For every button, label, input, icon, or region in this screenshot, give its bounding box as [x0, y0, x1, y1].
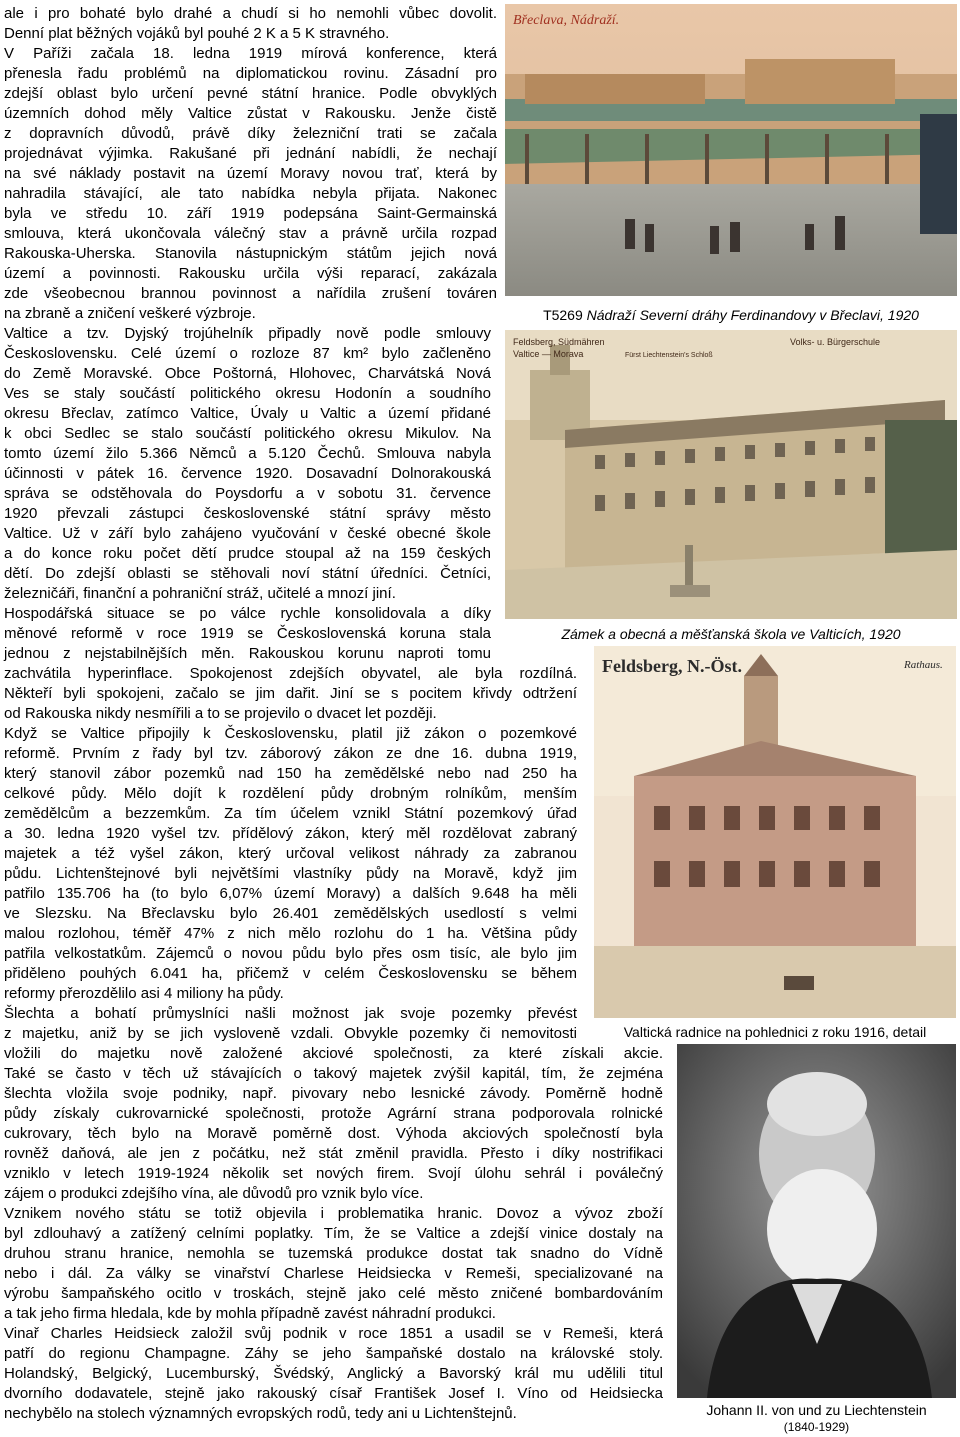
- article-line: zemědělcům a bezzemkům. Za tím účelem vznikl Státní pozemkový úřad: [4, 805, 577, 822]
- article-line: zachvátila hyperinflace. Spokojenost zdejších obyvatel, ale byla rozdílná.: [4, 665, 577, 682]
- caption-text: Valtická radnice na pohlednici z roku 1916, detail: [623, 1024, 927, 1040]
- article-line: přiděleno pouhých 6.041 ha, přičemž v celém Československu se během: [4, 965, 577, 982]
- caption-text: Zámek a obecná a měšťanská škola ve Valticích, 1920: [561, 626, 901, 642]
- article-line: územních dohod měly Valtice zůstat v Rakousku. Jenže čistě: [4, 105, 497, 122]
- caption-valtice-castle: [505, 626, 957, 643]
- article-line: reformě. Prvním z řady byl tzv. záborový zákon ze dne 16. dubna 1919,: [4, 745, 577, 762]
- article-line: správa se odstěhovala do Poysdorfu a v sobotu 31. července: [4, 485, 491, 502]
- article-line: dvorního dodavatele, stejně jako rakouský císař František Josef I. Víno od Heidsiecka: [4, 1385, 663, 1402]
- article-line: do Země Moravské. Obce Poštorná, Hlohovec, Charvátská Nová: [4, 365, 491, 382]
- article-line: přenesla řadu problémů na diplomatickou rovinu. Zásadní pro: [4, 65, 497, 82]
- article-line: který stanovil zábor pozemků nad 150 ha zemědělské nebo nad 250 ha: [4, 765, 577, 782]
- article-line: šlechta vložila svoje podniky, např. pivovary nebo lesnické závody. Poměrně hodně: [4, 1085, 663, 1102]
- article-line: půdu. Lichtenštejnové byli největšími vlastníky půdy na Moravě, když jim: [4, 865, 577, 882]
- article-line: zájem o produkci zdejšího vína, ale důvodů pro vznik bylo více.: [4, 1185, 424, 1202]
- article-line: a tak jeho firma hledala, kde by mohla případně zavést náhradní produkci.: [4, 1305, 496, 1322]
- article-line: ve Slezsku. Na Břeclavsku bylo 26.401 zemědělských usedlostí s velmi: [4, 905, 577, 922]
- article-line: nahradila stávající, ale tato nabídka nebyla přijata. Nakonec: [4, 185, 497, 202]
- article-line: smlouva, která ukončovala válečný stav a právně určila rozpad: [4, 225, 497, 242]
- article-line: půdy získaly cukrovarnické společnosti, protože Agrární strana podporovala rolnické: [4, 1105, 663, 1122]
- article-line: Vznikem nového státu se totiž objevila i problematika hranic. Dovoz a vývoz zboží: [4, 1205, 663, 1222]
- postcard-title-breclav: Břeclava, Nádraží.: [513, 13, 620, 28]
- postcard-line-3: Fürst Liechtenstein's Schloß: [625, 352, 713, 359]
- article-line: byla ve středu 10. září 1919 podepsána Saint-Germainská: [4, 205, 497, 222]
- caption-valtice-townhall: [594, 1024, 956, 1041]
- article-line: na zbraně a zničení veškeré výzbroje.: [4, 305, 256, 322]
- article-line: 1920 převzali zástupci československé státní správy město: [4, 505, 491, 522]
- postcard-line-2: Valtice — Morava: [513, 349, 584, 359]
- article-line: patřilo 135.706 ha (to bylo 6,07% území Moravy) a dalších 9.648 ha měli: [4, 885, 577, 902]
- article-line: reformy přerozdělilo asi 4 miliony ha půdy.: [4, 985, 284, 1002]
- postcard-line-1: Feldsberg, Südmähren: [513, 337, 605, 347]
- valtice-townhall-photo: [594, 646, 956, 1018]
- article-line: výrobu šampaňského ocitlo v troskách, stejně jako celé město zničené bombardováním: [4, 1285, 663, 1302]
- valtice-castle-school-photo: [505, 330, 957, 619]
- article-line: patří do regionu Champagne. Záhy se jeho šampaňské dostalo na královské stoly.: [4, 1345, 663, 1362]
- caption-name: Johann II. von und zu Liechtenstein: [706, 1402, 927, 1418]
- article-line: vložili do majetku nově založené akciové společnosti, za které získali akcie.: [4, 1045, 663, 1062]
- article-line: vzniklo v letech 1919-1924 několik set nových firem. Svojí úlohu sehrál i poválečný: [4, 1165, 663, 1182]
- article-line: patřila velkostatkům. Zájemců o novou půdu bylo přes osm tisíc, ale bylo jim: [4, 945, 577, 962]
- article-line: k obci Sedlec se stalo součástí politického okresu Mikulov. Na: [4, 425, 491, 442]
- article-line: účinnosti v pátek 16. července 1920. Dosavadní Dolnorakouská: [4, 465, 491, 482]
- article-line: celkové půdy. Mělo dojít k rozdělení půdy drobným rolníkům, menším: [4, 785, 577, 802]
- article-line: zde všeobecnou brannou povinnost a nařídila zrušení továren: [4, 285, 497, 302]
- article-line: rovněž daňová, ale jen z počátku, než stát změnil pravidla. Přesto i díky nostrifikaci: [4, 1145, 663, 1162]
- article-line: Když se Valtice připojily k Československu, platil již zákon o pozemkové: [4, 725, 577, 742]
- article-line: cukrovary, těch bylo na Moravě poměrně dost. Výhoda akciových společností byla: [4, 1125, 663, 1142]
- article-line: měnové reformě v roce 1919 se Československá koruna stala: [4, 625, 491, 642]
- article-line: Hospodářská situace se po válce rychle konsolidovala a díky: [4, 605, 491, 622]
- breclav-station-photo: [505, 4, 957, 296]
- article-line: jednou z nejstabilnějších měn. Rakouskou korunu naproti tomu: [4, 645, 491, 662]
- article-line: druhou stranu hranice, nemohla se tuzemská produkce dostat tak snadno do Vídně: [4, 1245, 663, 1262]
- article-line: tomto území žilo 5.366 Němců a 5.120 Čechů. Smlouva nabyla: [4, 445, 491, 462]
- article-line: Také se často v těch už stávajících o takový majetek zvýšil kapitál, tím, že zejména: [4, 1065, 663, 1082]
- postcard-title-feldsberg: Feldsberg, N.-Öst.: [602, 656, 742, 676]
- article-line: Ves se staly součástí politického okresu Hodonín a soudního: [4, 385, 491, 402]
- article-line: malou rozlohou, téměř 47% z nich mělo rozlohu do 1 ha. Většina půdy: [4, 925, 577, 942]
- article-line: Holandský, Belgický, Lucemburský, Švédský, Anglický a Bavorský král mu udělili titul: [4, 1365, 663, 1382]
- article-line: byl zdlouhavý a zatížený celními poplatky. Tím, že se Valtice a zdejší vinice dostaly na: [4, 1225, 663, 1242]
- postcard-label-school: Volks- u. Bürgerschule: [790, 337, 881, 347]
- article-line: nechybělo na stolech významných evropských rodů, tedy ani u Lichtenštejnů.: [4, 1405, 517, 1422]
- article-line: Rakouska-Uherska. Stanovila nástupnickým státům jejich nová: [4, 245, 497, 262]
- article-line: zdejší oblast bylo určení pevné státní hranice. Podle obvyklých: [4, 85, 497, 102]
- article-line: z dopravních důvodů, právě díky železniční trati se začala: [4, 125, 497, 142]
- article-line: a 30. ledna 1920 vyšel tzv. přídělový zákon, který měl rozdělovat zabraný: [4, 825, 577, 842]
- portrait-liechtenstein-photo: [677, 1044, 956, 1398]
- caption-portrait: [677, 1402, 956, 1436]
- caption-breclav-station: [505, 307, 957, 324]
- article-line: a do konce roku počet dětí prudce stoupal až na 159 českých: [4, 545, 491, 562]
- article-line: železničáři, finanční a pohraniční stráž, učitelé a mnozí jiní.: [4, 585, 396, 602]
- article-line: nebo i dál. Za války se vinařství Charlese Heidsiecka v Remeši, specializované na: [4, 1265, 663, 1282]
- article-line: Někteří byli spokojeni, začalo se jim dařit. Jiní se s pocitem křivdy odtržení: [4, 685, 577, 702]
- article-line: území a povinnosti. Rakousku určila výši reparací, zakázala: [4, 265, 497, 282]
- article-line: Denní plat běžných vojáků byl pouhé 2 K a 5 K stravného.: [4, 25, 390, 42]
- article-line: projednávat výjimka. Rakušané při jednání nabídli, že nechají: [4, 145, 497, 162]
- article-line: Valtice. Už v září bylo zahájeno vyučování v české obecné škole: [4, 525, 491, 542]
- article-line: na své náklady postavit na území Moravy novou trať, která by: [4, 165, 497, 182]
- article-line: ale i pro bohaté bylo drahé a chudí si ho nemohli vůbec dovolit.: [4, 5, 497, 22]
- caption-years: (1840-1929): [783, 1420, 850, 1434]
- article-line: Valtice a tzv. Dyjský trojúhelník připadly nově podle smlouvy: [4, 325, 491, 342]
- article-line: od Rakouska nikdy nesmířili a to se projevilo o dvacet let později.: [4, 705, 437, 722]
- caption-code: T5269: [543, 307, 583, 323]
- article-line: Československu. Celé území o rozloze 87 km² bylo začleněno: [4, 345, 491, 362]
- article-line: V Paříži začala 18. ledna 1919 mírová konference, která: [4, 45, 497, 62]
- postcard-label-rathaus: Rathaus.: [904, 659, 943, 671]
- article-line: okresu Břeclav, zatímco Valtice, Úvaly u Valtic a území přidané: [4, 405, 491, 422]
- article-line: dětí. Do zdejší oblasti se stěhovali noví státní úředníci. Četníci,: [4, 565, 491, 582]
- article-line: majetek a též vyšel zákon, který určoval velikost náhrady za zabranou: [4, 845, 577, 862]
- article-line: z majetku, aniž by se jich vysloveně vzdali. Obvykle pozemky či nemovitosti: [4, 1025, 577, 1042]
- caption-text: Nádraží Severní dráhy Ferdinandovy v Břeclavi, 1920: [586, 307, 919, 323]
- article-line: Vinař Charles Heidsieck založil svůj podnik v roce 1851 a usadil se v Remeši, která: [4, 1325, 663, 1342]
- article-line: Šlechta a bohatí průmyslníci našli možnost jak svoje pozemky převést: [4, 1005, 577, 1022]
